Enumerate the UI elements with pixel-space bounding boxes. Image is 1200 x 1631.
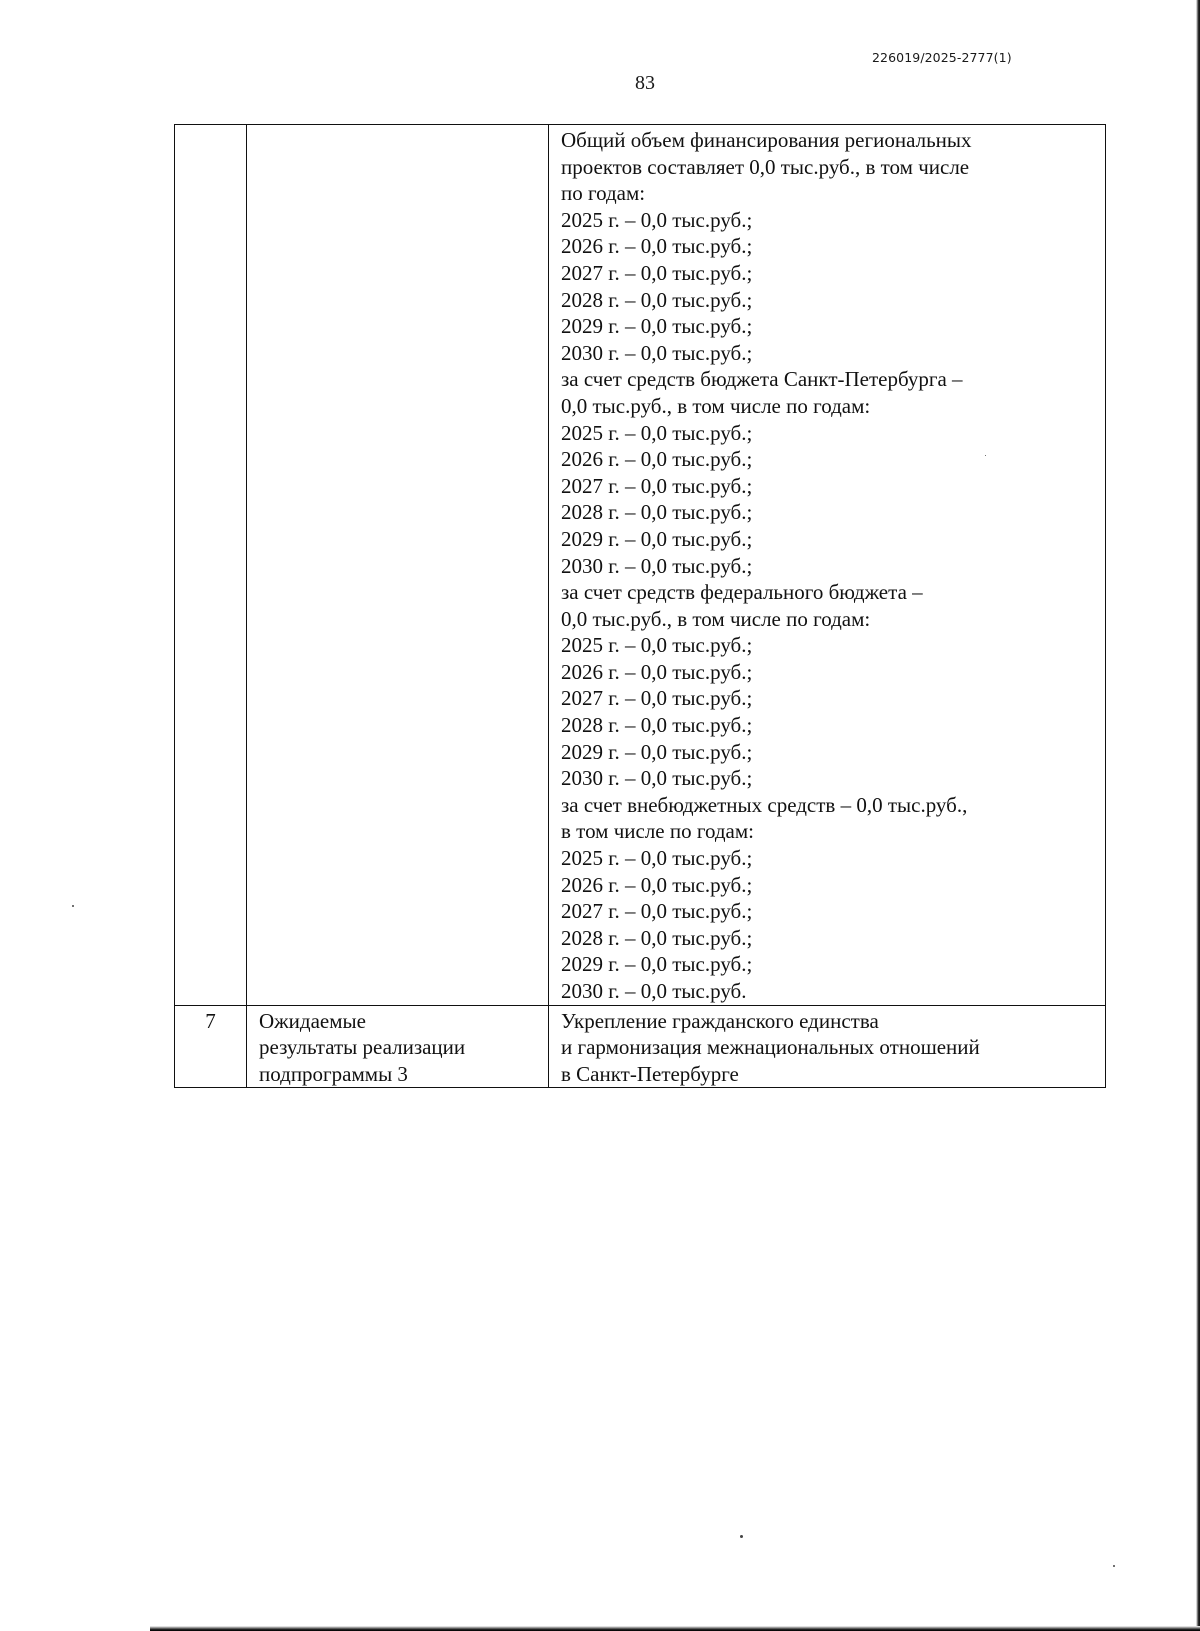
value-line: Укрепление гражданского единства: [561, 1008, 879, 1033]
expected-results-label-cell: [247, 1005, 549, 1088]
scan-edge-bottom: [150, 1626, 1200, 1631]
financing-line: 2030 г. – 0,0 тыс.руб.;: [561, 553, 753, 578]
value-line: и гармонизация межнациональных отношений: [561, 1035, 980, 1060]
financing-line: 2028 г. – 0,0 тыс.руб.;: [561, 713, 753, 738]
financing-line: Общий объем финансирования региональных: [561, 128, 972, 152]
page-number: 83: [635, 72, 655, 94]
document-id: 226019/2025-2777(1): [872, 50, 1012, 65]
financing-line: 2027 г. – 0,0 тыс.руб.;: [561, 473, 753, 498]
scan-speck: [72, 905, 74, 907]
financing-line: 2026 г. – 0,0 тыс.руб.;: [561, 234, 753, 259]
financing-details-cell: [549, 125, 1106, 1006]
financing-line: 2025 г. – 0,0 тыс.руб.;: [561, 846, 753, 871]
row-number-cell: [175, 1005, 247, 1088]
row-number: 7: [205, 1008, 216, 1033]
scan-speck: [1113, 1565, 1115, 1567]
financing-line: 2026 г. – 0,0 тыс.руб.;: [561, 447, 753, 472]
row-number-cell: [175, 125, 247, 1006]
financing-details-text: [549, 125, 1105, 1005]
scan-speck: [985, 455, 986, 456]
value-line: в Санкт-Петербурге: [561, 1061, 739, 1086]
table-row-financing-continuation: [175, 125, 1106, 1006]
financing-line: проектов составляет 0,0 тыс.руб., в том числе: [561, 154, 970, 179]
financing-line: 2027 г. – 0,0 тыс.руб.;: [561, 260, 753, 285]
label-line: Ожидаемые: [259, 1008, 366, 1033]
financing-line: 2028 г. – 0,0 тыс.руб.;: [561, 925, 753, 950]
financing-line: 2027 г. – 0,0 тыс.руб.;: [561, 686, 753, 711]
financing-line: 2029 г. – 0,0 тыс.руб.;: [561, 526, 753, 551]
financing-line: 2030 г. – 0,0 тыс.руб.: [561, 979, 747, 1003]
expected-results-value-cell: [549, 1005, 1106, 1088]
row-label-cell: [247, 125, 549, 1006]
financing-line: 2025 г. – 0,0 тыс.руб.;: [561, 207, 753, 232]
label-line: результаты реализации: [259, 1035, 466, 1060]
financing-line: 2027 г. – 0,0 тыс.руб.;: [561, 899, 753, 924]
financing-line: за счет внебюджетных средств – 0,0 тыс.руб.,: [561, 792, 968, 817]
expected-results-value: [549, 1006, 1105, 1088]
financing-line: за счет средств бюджета Санкт-Петербурга –: [561, 367, 963, 392]
financing-line: 2025 г. – 0,0 тыс.руб.;: [561, 633, 753, 658]
expected-results-label: [247, 1006, 548, 1088]
table-row-7: [175, 1005, 1106, 1088]
financing-line: 2030 г. – 0,0 тыс.руб.;: [561, 340, 753, 365]
financing-line: за счет средств федерального бюджета –: [561, 580, 923, 605]
financing-line: 2028 г. – 0,0 тыс.руб.;: [561, 287, 753, 312]
financing-line: 2028 г. – 0,0 тыс.руб.;: [561, 500, 753, 525]
passport-table: [174, 124, 1106, 1088]
financing-line: 0,0 тыс.руб., в том числе по годам:: [561, 393, 871, 418]
label-line: подпрограммы 3: [259, 1061, 408, 1086]
financing-line: 2025 г. – 0,0 тыс.руб.;: [561, 420, 753, 445]
financing-line: 2026 г. – 0,0 тыс.руб.;: [561, 659, 753, 684]
financing-line: 2026 г. – 0,0 тыс.руб.;: [561, 872, 753, 897]
financing-line: 2030 г. – 0,0 тыс.руб.;: [561, 766, 753, 791]
financing-line: 2029 г. – 0,0 тыс.руб.;: [561, 314, 753, 339]
financing-line: по годам:: [561, 181, 646, 206]
scan-edge-right: [1196, 0, 1200, 1631]
financing-line: в том числе по годам:: [561, 819, 754, 844]
financing-line: 2029 г. – 0,0 тыс.руб.;: [561, 952, 753, 977]
scan-speck: [740, 1535, 743, 1538]
financing-line: 0,0 тыс.руб., в том числе по годам:: [561, 606, 871, 631]
financing-line: 2029 г. – 0,0 тыс.руб.;: [561, 739, 753, 764]
